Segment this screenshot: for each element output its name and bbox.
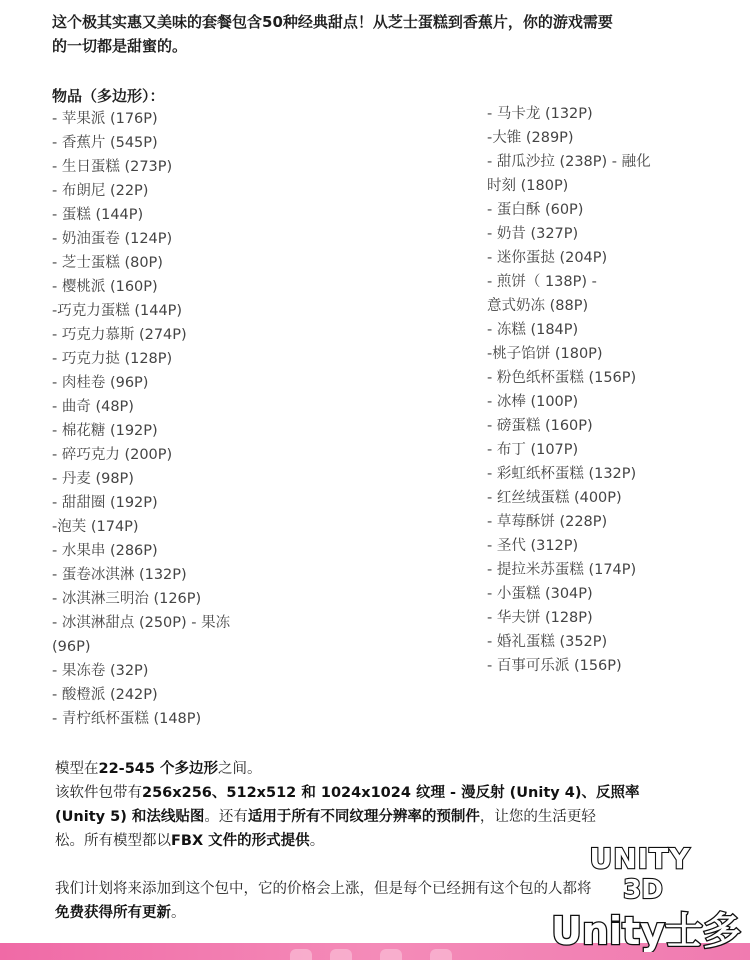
intro-line-2: 的一切都是甜蜜的。 — [52, 37, 188, 55]
list-item: - 生日蛋糕 (273P) — [52, 159, 173, 175]
list-item: - 婚礼蛋糕 (352P) — [487, 634, 608, 650]
list-item: -桃子馅饼 (180P) — [487, 346, 603, 362]
list-item: - 草莓酥饼 (228P) — [487, 514, 608, 530]
polygon-range-text — [55, 757, 665, 781]
list-item: - 冻糕 (184P) — [487, 322, 579, 338]
list-item: - 肉桂卷 (96P) — [52, 375, 149, 391]
list-item: - 甜甜圈 (192P) — [52, 495, 158, 511]
list-item: (96P) — [52, 639, 91, 655]
item-list-right — [487, 102, 717, 678]
list-item: - 百事可乐派 (156P) — [487, 658, 622, 674]
list-item: 意式奶冻 (88P) — [487, 298, 589, 314]
text-span: 。 — [171, 905, 186, 921]
list-item: - 果冻卷 (32P) — [52, 663, 149, 679]
list-item: - 磅蛋糕 (160P) — [487, 418, 593, 434]
list-item: - 青柠纸杯蛋糕 (148P) — [52, 711, 202, 727]
text-span: 。还有 — [204, 809, 248, 825]
list-item: - 彩虹纸杯蛋糕 (132P) — [487, 466, 637, 482]
list-item: - 碎巧克力 (200P) — [52, 447, 173, 463]
list-item: - 冰棒 (100P) — [487, 394, 579, 410]
text-span: 。 — [309, 833, 325, 849]
list-item: - 芝士蛋糕 (80P) — [52, 255, 163, 271]
text-span: 该软件包带有 — [55, 785, 142, 801]
text-bold: FBX 文件的形式提供 — [171, 833, 310, 849]
list-item: - 奶油蛋卷 (124P) — [52, 231, 173, 247]
list-item: - 粉色纸杯蛋糕 (156P) — [487, 370, 637, 386]
list-item: - 蛋白酥 (60P) — [487, 202, 584, 218]
text-span: 之间。 — [218, 761, 262, 777]
items-heading: 物品（多边形）： — [52, 87, 165, 105]
list-item: - 煎饼（ 138P) - — [487, 274, 597, 290]
item-list-left — [52, 107, 452, 731]
banner-shape — [290, 949, 312, 960]
list-item: - 蛋卷冰淇淋 (132P) — [52, 567, 187, 583]
text-bold: 适用于所有不同纹理分辨率的预制件 — [247, 809, 480, 825]
list-item: - 巧克力挞 (128P) — [52, 351, 173, 367]
list-item: - 小蛋糕 (304P) — [487, 586, 593, 602]
list-item: 时刻 (180P) — [487, 178, 569, 194]
watermark-mid: 3D — [623, 875, 663, 905]
text-bold: (Unity 5) 和法线贴图 — [55, 809, 205, 825]
list-item: - 酸橙派 (242P) — [52, 687, 158, 703]
list-item: - 冰淇淋三明治 (126P) — [52, 591, 202, 607]
text-span: 我们计划将来添加到这个包中，它的价格会上涨，但是每个已经拥有这个包的人都将 — [55, 881, 592, 897]
list-item: - 苹果派 (176P) — [52, 111, 158, 127]
intro-line-1: 这个极其实惠又美味的套餐包含50种经典甜点！从芝士蛋糕到香蕉片，你的游戏需要 — [52, 13, 613, 31]
list-item: - 巧克力慕斯 (274P) — [52, 327, 187, 343]
list-item: - 提拉米苏蛋糕 (174P) — [487, 562, 637, 578]
text-bold: 22-545 个多边形 — [98, 761, 219, 777]
watermark-top: UNITY — [589, 842, 691, 875]
list-item: - 奶昔 (327P) — [487, 226, 579, 242]
list-item: - 蛋糕 (144P) — [52, 207, 144, 223]
watermark-bottom: Unity士多 — [551, 909, 741, 952]
list-item: - 香蕉片 (545P) — [52, 135, 158, 151]
text-span: ，让您的生活更轻 — [479, 809, 596, 825]
list-item: -巧克力蛋糕 (144P) — [52, 303, 183, 319]
text-bold: 256x256、512x512 和 1024x1024 纹理 - 漫反射 (Unity 4)、反照率 — [142, 785, 640, 801]
banner-shape — [380, 949, 402, 960]
list-item: - 棉花糖 (192P) — [52, 423, 158, 439]
list-item: - 水果串 (286P) — [52, 543, 158, 559]
text-bold: 免费获得所有更新 — [55, 905, 171, 921]
banner-shape — [430, 949, 452, 960]
list-item: - 甜瓜沙拉 (238P) - 融化 — [487, 154, 651, 170]
unity-store-watermark — [548, 838, 744, 952]
list-item: - 迷你蛋挞 (204P) — [487, 250, 608, 266]
list-item: - 红丝绒蛋糕 (400P) — [487, 490, 622, 506]
list-item: - 曲奇 (48P) — [52, 399, 134, 415]
list-item: -泡芙 (174P) — [52, 519, 139, 535]
list-item: - 樱桃派 (160P) — [52, 279, 158, 295]
list-item: - 布朗尼 (22P) — [52, 183, 149, 199]
list-item: - 华夫饼 (128P) — [487, 610, 593, 626]
text-span: 模型在 — [55, 761, 99, 777]
banner-shape — [330, 949, 352, 960]
intro-paragraph — [52, 10, 692, 58]
list-item: - 布丁 (107P) — [487, 442, 579, 458]
text-span: 松。所有模型都以 — [55, 833, 171, 849]
list-item: - 圣代 (312P) — [487, 538, 579, 554]
list-item: - 马卡龙 (132P) — [487, 106, 593, 122]
list-item: - 冰淇淋甜点 (250P) - 果冻 — [52, 615, 231, 631]
list-item: -大锥 (289P) — [487, 130, 574, 146]
list-item: - 丹麦 (98P) — [52, 471, 134, 487]
